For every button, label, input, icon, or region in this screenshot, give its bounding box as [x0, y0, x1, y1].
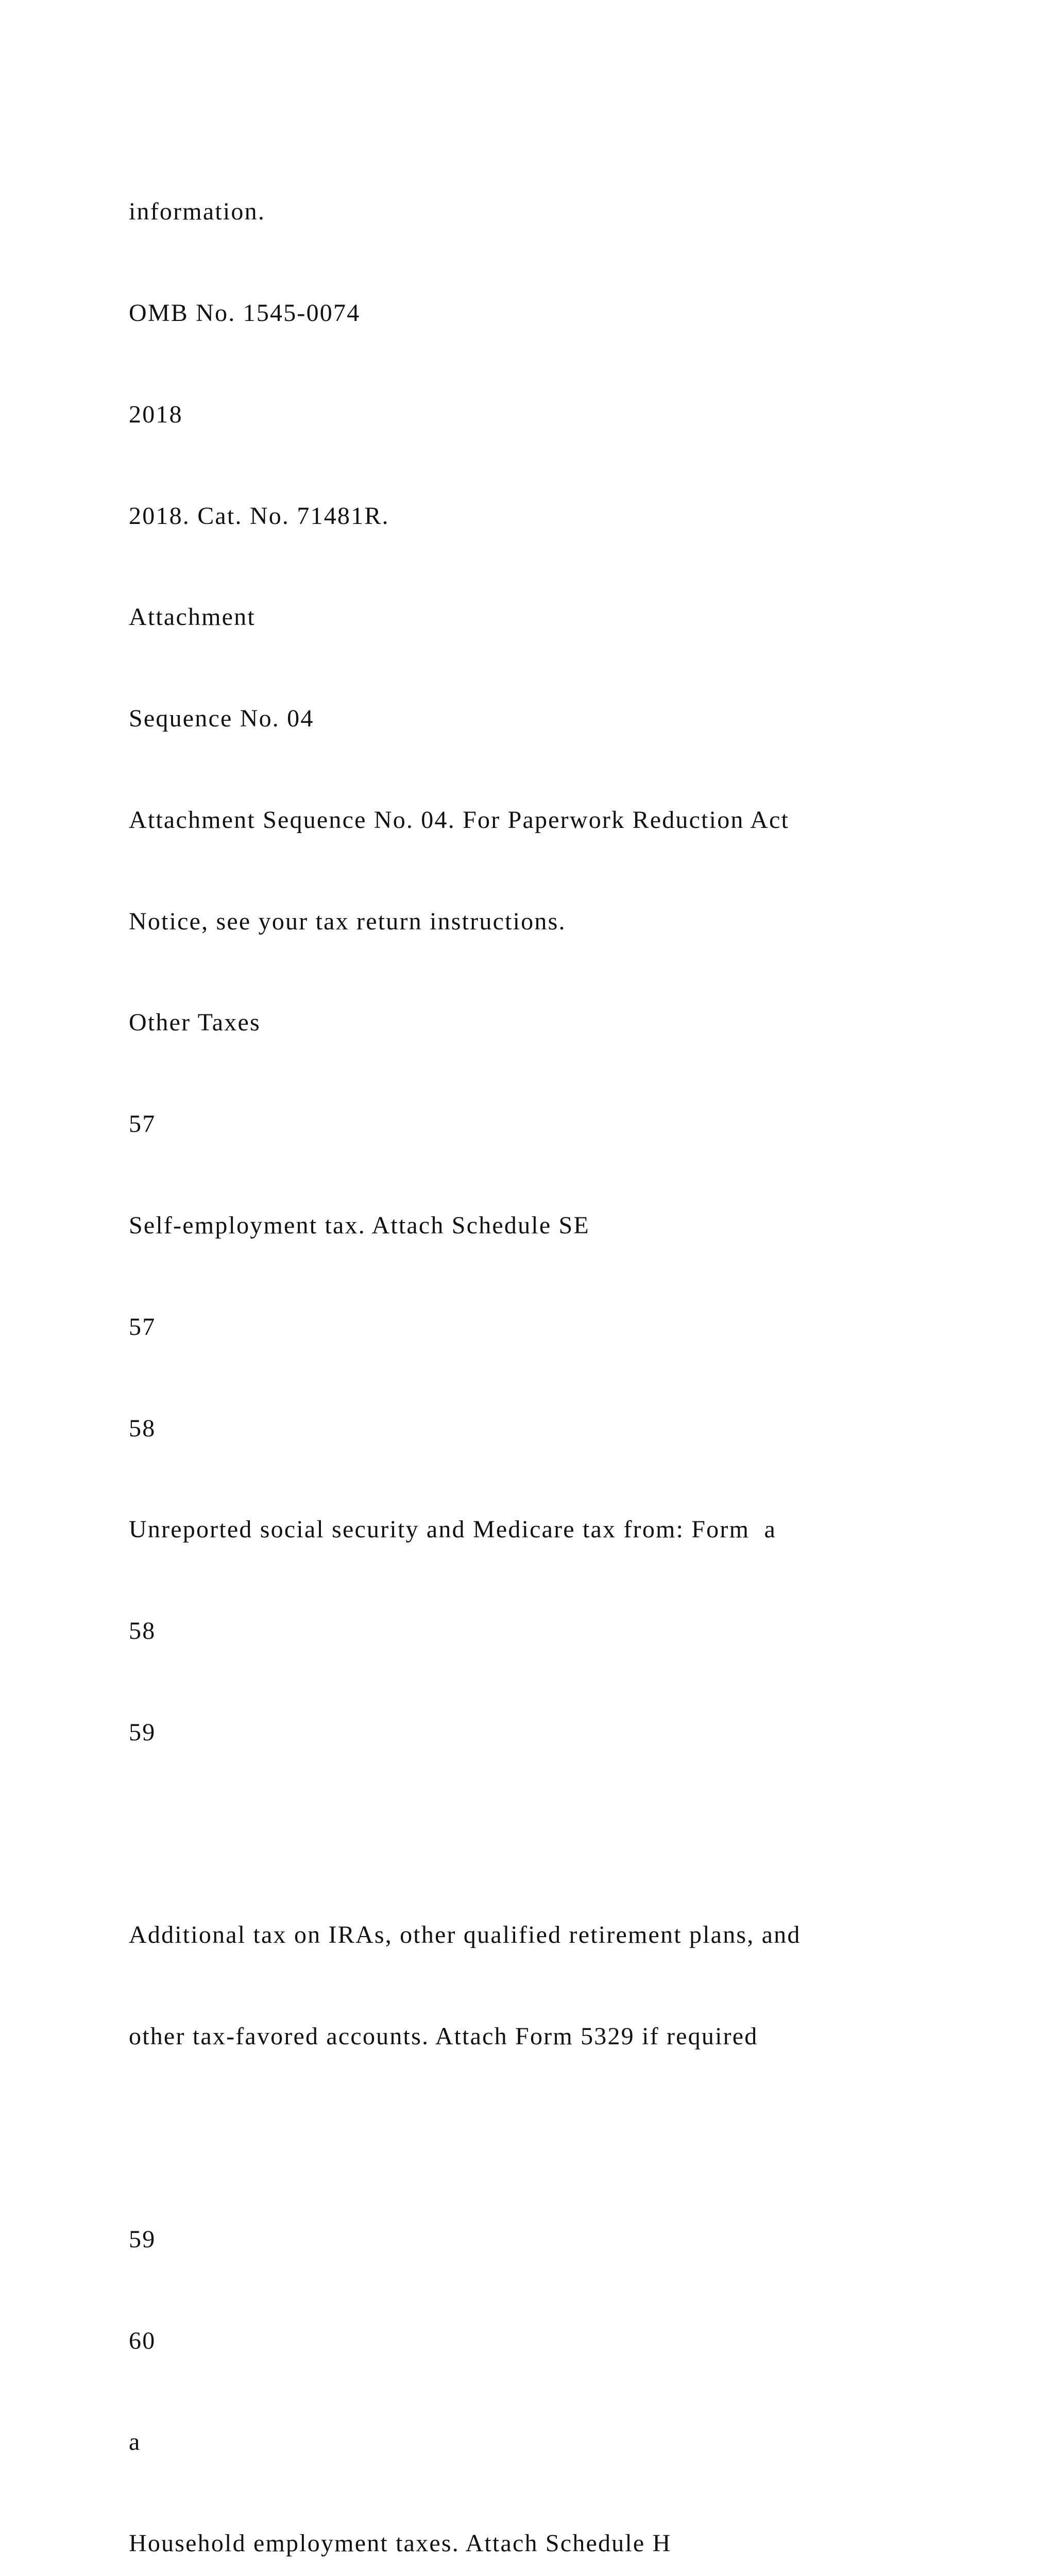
blank-line [129, 1817, 932, 1851]
line-number: 57 [129, 1313, 156, 1341]
line-number: 57 [129, 1110, 156, 1138]
text-line: Self-employment tax. Attach Schedule SE [129, 1212, 590, 1239]
text-line: 2018. Cat. No. 71481R. [129, 502, 389, 530]
text-line: Notice, see your tax return instructions. [129, 907, 566, 935]
line-number: 59 [129, 2225, 156, 2253]
line-number: 60 [129, 2327, 156, 2354]
text-line: other tax-favored accounts. Attach Form 5329 if required [129, 2023, 758, 2050]
text-line: Household employment taxes. Attach Schedule H [129, 2530, 672, 2557]
text-line: Sequence No. 04 [129, 705, 314, 733]
section-heading-other-taxes: Other Taxes [129, 1009, 261, 1037]
text-line: 2018 [129, 400, 183, 428]
text-line: OMB No. 1545-0074 [129, 299, 361, 327]
line-number: 59 [129, 1718, 156, 1746]
text-line: Attachment Sequence No. 04. For Paperwork Reduction Act [129, 806, 790, 834]
text-line: information. [129, 198, 266, 226]
blank-line [129, 2121, 932, 2155]
form-text-block [129, 127, 932, 2576]
text-line: Unreported social security and Medicare tax from: Form a [129, 1516, 777, 1544]
line-number: 58 [129, 1414, 156, 1442]
line-letter: a [129, 2428, 141, 2456]
text-line: Additional tax on IRAs, other qualified retirement plans, and [129, 1921, 801, 1949]
text-line: Attachment [129, 603, 256, 631]
line-number: 58 [129, 1617, 156, 1645]
